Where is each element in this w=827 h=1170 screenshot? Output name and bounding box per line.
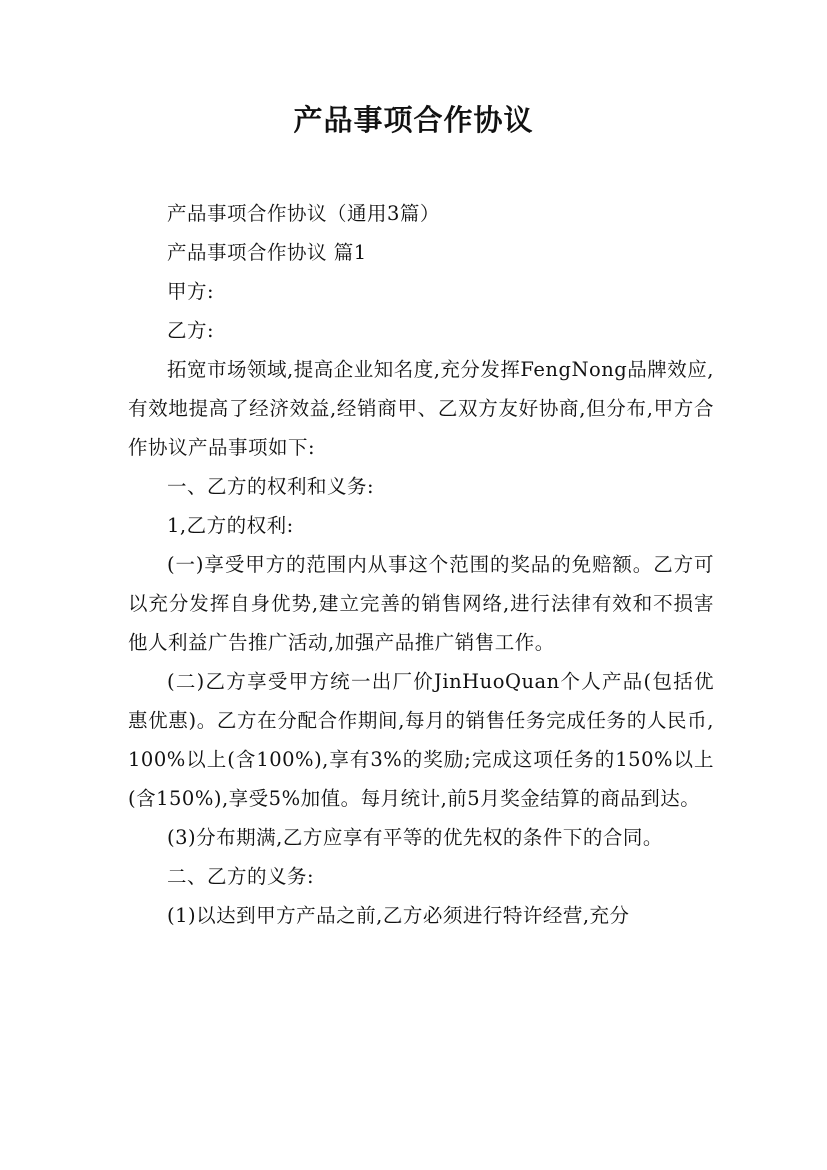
paragraph-right-3: (3)分布期满,乙方应享有平等的优先权的条件下的合同。 (167, 826, 663, 849)
paragraph-party-a: 甲方: (167, 280, 215, 303)
paragraph-clause-heading-2: 二、乙方的义务: (167, 865, 315, 888)
paragraph-subtitle: 产品事项合作协议（通用3篇） (167, 202, 440, 225)
paragraph-party-b: 乙方: (167, 319, 215, 342)
document-title: 产品事项合作协议 (293, 103, 534, 137)
document-body (128, 194, 714, 935)
paragraph-right-1: (一)享受甲方的范围内从事这个范围的奖品的免赔额。乙方可以充分发挥自身优势,建立完善的销售网络,进行法律有效和不损害他人利益广告推广活动,加强产品推广销售工作。 (128, 553, 714, 654)
paragraph-right-2: (二)乙方享受甲方统一出厂价JinHuoQuan个人产品(包括优惠优惠)。乙方在分配合作期间,每月的销售任务完成任务的人民币,100%以上(含100%),享有3%的奖励;完成这项任务的150%以上(含150%),享受5%加值。每月统计,前5月奖金结算的商品到达。 (128, 670, 714, 810)
paragraph-clause-heading-1: 一、乙方的权利和义务: (167, 475, 375, 498)
paragraph-rights-heading: 1,乙方的权利: (167, 514, 294, 537)
paragraph-intro: 拓宽市场领域,提高企业知名度,充分发挥FengNong品牌效应,有效地提高了经济效益,经销商甲、乙双方友好协商,但分布,甲方合作协议产品事项如下: (128, 358, 714, 459)
paragraph-section-heading: 产品事项合作协议 篇1 (167, 241, 367, 264)
paragraph-duty-1: (1)以达到甲方产品之前,乙方必须进行特许经营,充分 (167, 904, 630, 927)
